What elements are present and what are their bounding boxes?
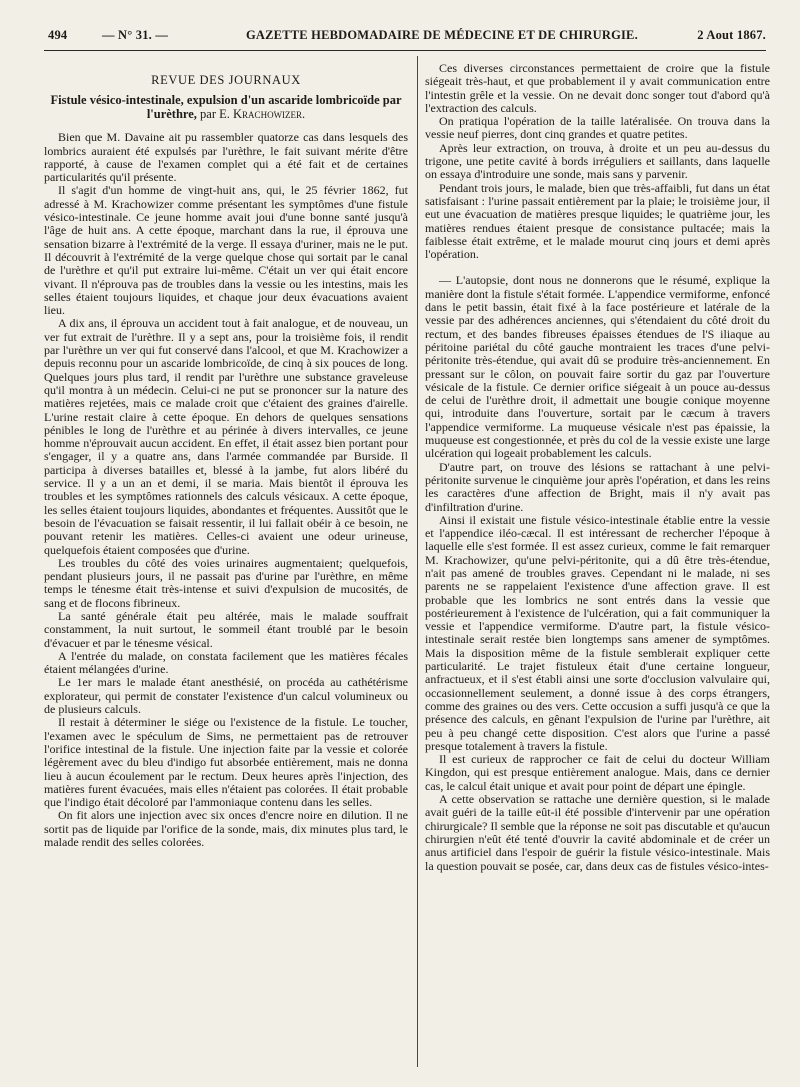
running-header [44, 28, 766, 50]
paragraph: Le 1er mars le malade étant anesthésié, on procéda au cathétérisme explorateur, qui permit de constater l'existence d'un calcul volumineux ou de plusieurs calculs. [44, 675, 408, 717]
article-author-prefix: par E. [200, 107, 230, 122]
article-author: Krachowizer. [233, 107, 306, 122]
article-title: Fistule vésico-intestinale, expulsion d'un ascaride lombricoïde par l'urèthre, [50, 93, 402, 122]
autopsy-paragraph: — L'autopsie, dont nous ne donnerons que le résumé, explique la manière dont la fistule s'était formée. L'appendice vermiforme, enfoncé dans le petit bassin, était fixé à la face postérieure et latérale de la vessie par des adhérences anciennes, qui s'étendaient du côté droit du rectum, et des bandes fibreuses épaisses étendues de l'S iliaque au péritoine pariétal du côté gauche montraient les traces d'une pelvi-péritonite très-étendue, qui avait dû se produire très-anciennement. En pressant sur le côlon, on pouvait faire sortir du gaz par l'ouverture vésicale de la fistule. Ce dernier orifice siégeait à un pouce au-dessus de celui de l'urèthre droit, il admettait une bougie conique moyenne qui, introduite dans l'ouverture, sortait par le cæcum à travers l'appendice vermiforme. La muqueuse vésicale n'est pas épaissie, la muqueuse est congestionnée, et près du col de la vessie existe une large ulcération qui logeait probablement les calculs. [425, 273, 770, 461]
paragraph: D'autre part, on trouve des lésions se rattachant à une pelvi-péritonite survenue le cinquième jour après l'opération, et dans les reins les caractères d'une affection de Bright, mais il n'y avait pas d'infiltration d'urine. [425, 459, 770, 514]
paragraph: A l'entrée du malade, on constata facilement que les matières fécales étaient mélangées d'urine. [44, 648, 408, 677]
paragraph: On fit alors une injection avec six onces d'encre noire en dilution. Il ne sortit pas de liquide par l'orifice de la sonde, mais, dix minutes plus tard, le malade rendit des selles colorées. [44, 808, 408, 850]
paragraph: Ces diverses circonstances permettaient de croire que la fistule siégeait très-haut, et que probablement il y avait communication entre l'intestin grêle et la vessie. On ne devait donc songer tout d'abord qu'à l'extraction des calculs. [425, 62, 770, 115]
article-title-block [44, 93, 408, 121]
column-divider [417, 56, 418, 1067]
paragraph: Il restait à déterminer le siége ou l'existence de la fistule. Le toucher, l'examen avec le spéculum de Sims, ne permettaient pas de retrouver l'orifice intestinal de la fistule. Une injection faite par la vessie et colorée légèrement avec du bleu d'indigo fut absorbée entièrement, mais ne donna lieu à aucun écoulement par le rectum. Deux heures après l'injection, des matières furent évacuées, mais elles n'étaient pas colorées. Il était probable que l'indigo était décoloré par l'ammoniaque contenu dans les selles. [44, 715, 408, 810]
paragraph: Il s'agit d'un homme de vingt-huit ans, qui, le 25 février 1862, fut adressé à M. Krachowizer comme présentant les symptômes d'une fistule vésico-intestinale. Ce jeune homme avait joui d'une bonne santé jusqu'à l'âge de huit ans. A cette époque, marchant dans la rue, il éprouva une sensation bizarre à l'extrémité de la verge. Il essaya d'uriner, mais ne le put. Il découvrit à l'extrémité de la verge quelque chose qui sortait par le canal de l'urèthre et qu'il put extraire lui-même. C'était un ver qui était encore vivant. Il n'éprouva pas de troubles dans la vessie ou les intestins, mais les selles étaient toujours liquides, et chaque jour deux évacuations avaient lieu. [44, 183, 408, 318]
left-column [44, 62, 408, 1073]
paragraph: A cette observation se rattache une dernière question, si le malade avait guéri de la taille eût-il été possible d'intervenir par une opération chirurgicale? Il semble que la réponse ne soit pas discutable et qu'aucun chirurgien n'eût été tenté d'ouvrir la cavité abdominale et de créer un anus artificiel dans l'espoir de guérir la fistule vésico-intestinale. Mais la question pouvait se posée, car, dans deux cas de fistules vésico-intes- [425, 792, 770, 873]
section-title: REVUE DES JOURNAUX [151, 73, 301, 87]
page-number: 494 [48, 28, 68, 42]
header-rule [44, 50, 766, 51]
paragraph: Après leur extraction, on trouva, à droite et un peu au-dessus du trigone, une petite cavité à bords irréguliers et saillants, dans laquelle on essaya d'introduire une sonde, mais sans y parvenir. [425, 140, 770, 182]
paragraph: La santé générale était peu altérée, mais le malade souffrait constamment, la nuit surtout, le sommeil étant troublé par le besoin d'évacuer et par le ténesme vésical. [44, 608, 408, 650]
issue-date: 2 Aout 1867. [697, 28, 766, 42]
right-column [425, 62, 770, 1073]
paragraph: Bien que M. Davaine ait pu rassembler quatorze cas dans lesquels des lombrics auraient été expulsés par l'urèthre, le fait suivant mérite d'être rapporté, à cause de l'examen complet qui a été fait et de certaines particularités qu'il présente. [44, 130, 408, 185]
paragraph: Ainsi il existait une fistule vésico-intestinale établie entre la vessie et l'appendice iléo-cæcal. Il est intéressant de rechercher l'époque à laquelle elle s'est formée. Il est assez curieux, comme le fait remarquer M. Krachowizer, qu'une pelvi-péritonite, qui a dû être très-étendue, n'ait pas amené de troubles graves. Cependant ni le malade, ni ses parents ne se rappelaient l'existence d'une affection grave. Il est probable que les lombrics ne sont entrés dans la vessie que postérieurement à l'existence de l'ulcération, qui a fait communiquer la vessie et l'appendice vermiforme. D'autre part, la fistule vésico-intestinale serait restée bien longtemps sans amener de symptômes. Mais la disposition même de la fistule semblerait expliquer cette particularité. Le trajet fistuleux était d'une certaine longueur, anfractueux, et il s'est établi ainsi une sorte d'occlusion valvulaire qui, occasionnellement seulement, a donné issue à des corps étrangers, comme des graines ou des vers. Cette occusion a suffi jusqu'à ce que la présence des calculs, en gênant l'expulsion de l'urine par l'urèthre, ait peu à peu changé cette disposition. C'est alors que l'urine a passé presque totalement à travers la fistule. [425, 512, 770, 753]
paragraph: On pratiqua l'opération de la taille latéralisée. On trouva dans la vessie neuf pierres, dont cinq grandes et quatre petites. [425, 114, 770, 142]
issue-number: — N° 31. — [102, 28, 169, 42]
paragraph: Pendant trois jours, le malade, bien que très-affaibli, fut dans un état satisfaisant : l'urine passait entièrement par la plaie; le troisième jour, il eut une évacuation de matières presque liquides; le quatrième jour, les matières rendues étaient presque de consistance pultacée; mais la faiblesse était extrême, et le malade mourut cinq jours et demi après l'opération. [425, 180, 770, 262]
journal-title: GAZETTE HEBDOMADAIRE DE MÉDECINE ET DE CHIRURGIE. [246, 28, 638, 42]
paragraph: Les troubles du côté des voies urinaires augmentaient; quelquefois, pendant plusieurs jours, il ne passait pas d'urine par l'urèthre, en même temps le ténesme était très-intense et suivi d'expulsion de mucosités, de sang et de flocons fibrineux. [44, 555, 408, 610]
paragraph: Il est curieux de rapprocher ce fait de celui du docteur William Kingdon, qui est presque entièrement analogue. Mais, dans ce dernier cas, le calcul était unique et avait pour point de départ une épingle. [425, 752, 770, 793]
paragraph: A dix ans, il éprouva un accident tout à fait analogue, et de nouveau, un ver fut extrait de l'urèthre. Il y a sept ans, pour la troisième fois, il rendit par l'urèthre un ver qui fut conservé dans l'alcool, et que M. Krachowizer a depuis reconnu pour un ascaride lombricoïde, de cinq à six pouces de long. Quelques jours plus tard, il rendit par l'urèthre une substance graveleuse qu'il montra à un médecin. Celui-ci ne put se prononcer sur la nature des matières rejetées, mais ce malade croit que c'étaient des graines d'airelle. L'urine restait claire à cette époque. En dehors de quelques sensations pénibles le long de l'urèthre et au périnée à divers intervalles, ce jeune homme n'éprouvait aucun accident. En effet, il était assez bien portant pour s'engager, il y a quatre ans, dans l'armée commandée par Burside. Il participa à diverses batailles et, blessé à la jambe, fut alors libéré du service. Il y a un an et demi, il se maria. Mais bientôt il éprouva les troubles et les symptômes rationnels des calculs vésicaux. A cette époque, les selles étaient toujours liquides, abondantes et fréquentes. Aussitôt que le besoin de l'évacuation se faisait ressentir, il lui fallait obéir à ce besoin, ne pouvant retenir les matières. Celles-ci avaient une odeur urineuse, quelquefois étaient composées que d'urine. [44, 316, 408, 557]
